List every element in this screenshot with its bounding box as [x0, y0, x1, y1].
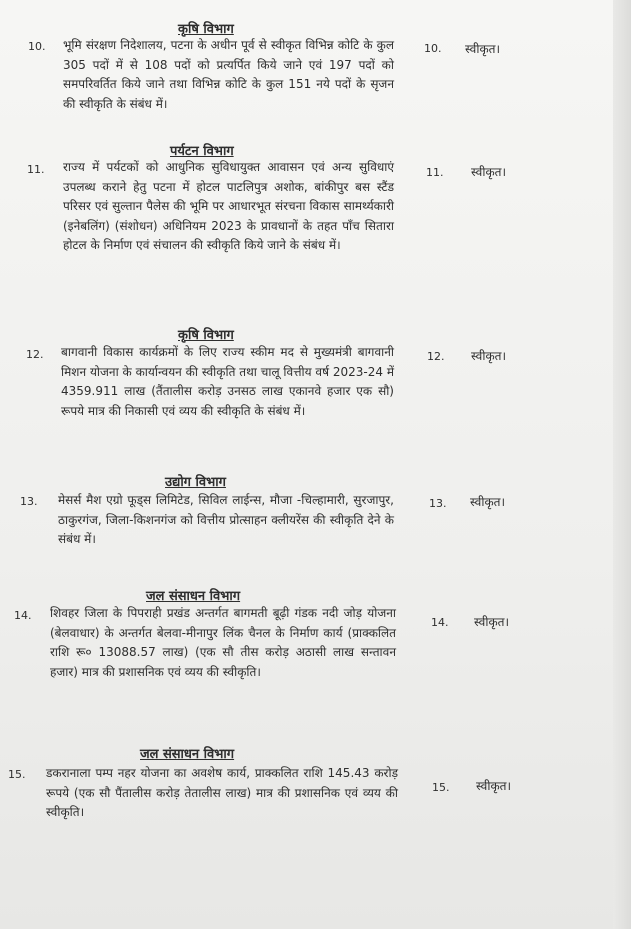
department-heading: जल संसाधन विभाग: [146, 589, 241, 604]
item-number: 10.: [28, 40, 46, 53]
department-heading: कृषि विभाग: [178, 328, 234, 343]
status-text: स्वीकृत।: [474, 615, 510, 629]
item-number: 12.: [26, 348, 44, 361]
status-text: स्वीकृत।: [471, 165, 507, 179]
result-number: 11.: [426, 166, 444, 179]
item-description: भूमि संरक्षण निदेशालय, पटना के अधीन पूर्व से स्वीकृत विभिन्न कोटि के कुल 305 पदों में से 108 पदों को प्रत्यर्पित किये जाने एवं 197 पदों को समपरिवर्तित किये जाने तथा विभिन्न कोटि के कुल 151 नये पदों के सृजन की स्वीकृति के संबंध में।: [63, 38, 394, 111]
item-number: 15.: [8, 768, 26, 781]
page-edge-shadow: [613, 0, 631, 929]
item-description: शिवहर जिला के पिपराही प्रखंड अन्तर्गत बागमती बूढ़ी गंडक नदी जोड़ योजना (बेलवाधार) के अन्तर्गत बेलवा-मीनापुर लिंक चैनल के निर्माण कार्य (प्राक्कलित राशि रू० 13088.57 लाख) (एक सौ तीस करोड़ अठासी लाख सन्तावन हजार) मात्र की प्रशासनिक एवं व्यय की स्वीकृति।: [50, 606, 396, 679]
item-description: राज्य में पर्यटकों को आधुनिक सुविधायुक्त आवासन एवं अन्य सुविधाएं उपलब्ध कराने हेतु पटना में होटल पाटलिपुत्र अशोक, बांकीपुर बस स्टैंड परिसर एवं सुल्तान पैलेस की भूमि पर आधारभूत संरचना विकास सामर्थ्यकारी (इनेबलिंग) (संशोधन) अधिनियम 2023 के प्रावधानों के तहत पाँच सितारा होटल के निर्माण एवं संचालन की स्वीकृति किये जाने के संबंध में।: [63, 160, 394, 252]
department-heading: पर्यटन विभाग: [170, 144, 234, 159]
item-number: 11.: [27, 163, 45, 176]
result-number: 15.: [432, 781, 450, 794]
result-number: 10.: [424, 42, 442, 55]
item-description: बागवानी विकास कार्यक्रमों के लिए राज्य स्कीम मद से मुख्यमंत्री बागवानी मिशन योजना के कार्यान्वयन की स्वीकृति तथा चालू वित्तीय वर्ष 2023-24 में 4359.911 लाख (तैंतालीस करोड़ उनसठ लाख एकानवे हजार एक सौ) रूपये मात्र की निकासी एवं व्यय की स्वीकृति के संबंध में।: [61, 345, 394, 418]
item-description: मेसर्स मैश एग्रो फूड्स लिमिटेड, सिविल लाईन्स, मौजा -चिल्हामारी, सुरजापुर, ठाकुरगंज, जिला-किशनगंज को वित्तीय प्रोत्साहन क्लीयरेंस की स्वीकृति देने के संबंध में।: [58, 493, 394, 546]
item-number: 14.: [14, 609, 32, 622]
department-heading: उद्योग विभाग: [165, 475, 226, 490]
status-text: स्वीकृत।: [470, 495, 506, 509]
result-number: 13.: [429, 497, 447, 510]
status-text: स्वीकृत।: [471, 349, 507, 363]
result-number: 12.: [427, 350, 445, 363]
department-heading: कृषि विभाग: [178, 22, 234, 37]
department-heading: जल संसाधन विभाग: [140, 747, 235, 762]
status-text: स्वीकृत।: [465, 42, 501, 56]
status-text: स्वीकृत।: [476, 779, 512, 793]
item-description: डकरानाला पम्प नहर योजना का अवशेष कार्य, प्राक्कलित राशि 145.43 करोड़ रूपये (एक सौ पैंतालीस करोड़ तेतालीस लाख) मात्र की प्रशासनिक एवं व्यय की स्वीकृति।: [46, 766, 398, 819]
item-number: 13.: [20, 495, 38, 508]
result-number: 14.: [431, 616, 449, 629]
